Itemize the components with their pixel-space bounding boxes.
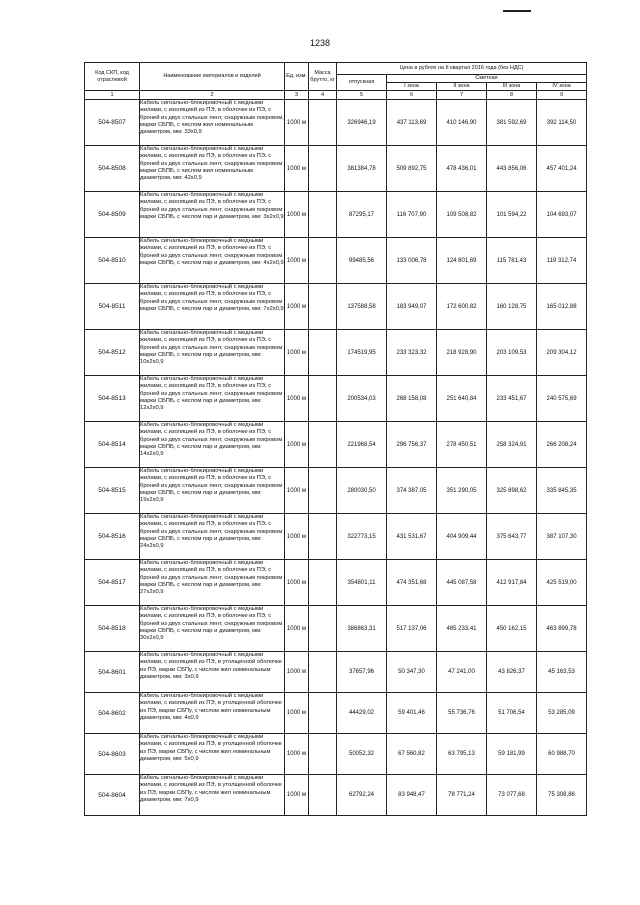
row-release-price: 44429,02	[337, 693, 387, 734]
row-zone1-price: 116 707,90	[387, 192, 437, 238]
row-zone4-price: 266 208,24	[537, 422, 587, 468]
header-mass: Масса брутто, кг	[309, 63, 337, 91]
row-zone1-price: 233 323,32	[387, 330, 437, 376]
row-release-price: 37657,96	[337, 652, 387, 693]
row-zone3-price: 325 898,62	[487, 468, 537, 514]
row-zone1-price: 133 006,78	[387, 238, 437, 284]
row-mass	[309, 146, 337, 192]
row-zone4-price: 60 988,70	[537, 734, 587, 775]
row-unit: 1000 м	[285, 376, 309, 422]
col-number: 1	[85, 91, 140, 100]
row-zone2-price: 47 241,00	[437, 652, 487, 693]
row-zone1-price: 50 347,30	[387, 652, 437, 693]
row-code: 504-8513	[85, 376, 140, 422]
row-unit: 1000 м	[285, 606, 309, 652]
row-zone4-price: 457 401,24	[537, 146, 587, 192]
row-unit: 1000 м	[285, 422, 309, 468]
row-zone4-price: 425 519,00	[537, 560, 587, 606]
col-number: 2	[140, 91, 285, 100]
row-zone2-price: 485 233,41	[437, 606, 487, 652]
row-mass	[309, 238, 337, 284]
row-name: Кабель сигнально-блокировочный с медными жилами, с изоляцией из ПЭ, в оболочке из ПЭ, с броней из двух стальных лент, снаружным покровом марки СБПБ, с числом пар и диаметром, мм: 27х2х0,9	[140, 560, 285, 606]
row-name: Кабель сигнально-блокировочный с медными жилами, с изоляцией из ПЭ, в оболочке из ПЭ, с броней из двух стальных лент, снаружным покровом марки СБПБ, с числом жил номинальным диаметром, мм: 42х0,9	[140, 146, 285, 192]
row-name: Кабель сигнально-блокировочный с медными жилами, с изоляцией из ПЭ, в оболочке из ПЭ, с броней из двух стальных лент, снаружным покровом марки СБПБ, с числом пар и диаметром, мм: 10х2х0,9	[140, 330, 285, 376]
table-row	[85, 422, 587, 468]
row-release-price: 50052,32	[337, 734, 387, 775]
row-zone2-price: 351 290,05	[437, 468, 487, 514]
row-zone1-price: 268 158,08	[387, 376, 437, 422]
row-zone4-price: 209 304,12	[537, 330, 587, 376]
row-zone2-price: 124 801,69	[437, 238, 487, 284]
row-unit: 1000 м	[285, 100, 309, 146]
row-release-price: 280030,50	[337, 468, 387, 514]
header-zone1: I зона	[387, 83, 437, 91]
row-release-price: 62792,24	[337, 775, 387, 816]
row-name: Кабель сигнально-блокировочный с медными жилами, с изоляцией из ПЭ, в оболочке из ПЭ, с броней из двух стальных лент, снаружным покровом марки СБПБ, с числом пар и диаметром, мм: 19х2х0,9	[140, 468, 285, 514]
row-unit: 1000 м	[285, 146, 309, 192]
row-name: Кабель сигнально-блокировочный с медными жилами, с изоляцией из ПЭ, в оболочке из ПЭ, с броней из двух стальных лент, снаружным покровом марки СБПБ, с числом пар и диаметром, мм: 4х2х0,9	[140, 238, 285, 284]
row-code: 504-8508	[85, 146, 140, 192]
row-unit: 1000 м	[285, 514, 309, 560]
row-name: Кабель сигнально-блокировочный с медными жилами, с изоляцией из ПЭ, в оболочке из ПЭ, с броней из двух стальных лент, снаружным покровом, марки СБПБ, с числом жил номинальным диаметром, мм: 33х0,9	[140, 100, 285, 146]
row-name: Кабель сигнально-блокировочный с медными жилами, с изоляцией из ПЭ, в оболочке из ПЭ, с броней из двух стальных лент, снаружным покровом марки СБПБ, с числом пар и диаметром, мм: 30х2х0,9	[140, 606, 285, 652]
row-release-price: 137588,58	[337, 284, 387, 330]
col-number: 5	[337, 91, 387, 100]
row-zone1-price: 374 387,05	[387, 468, 437, 514]
row-zone4-price: 104 693,07	[537, 192, 587, 238]
row-mass	[309, 775, 337, 816]
row-unit: 1000 м	[285, 560, 309, 606]
table-row	[85, 284, 587, 330]
row-zone2-price: 404 909,44	[437, 514, 487, 560]
row-mass	[309, 192, 337, 238]
row-release-price: 326946,19	[337, 100, 387, 146]
col-number: 6	[387, 91, 437, 100]
header-estimate-group: Сметная	[387, 75, 587, 83]
row-release-price: 381384,78	[337, 146, 387, 192]
row-zone3-price: 43 826,37	[487, 652, 537, 693]
row-mass	[309, 514, 337, 560]
table-row	[85, 734, 587, 775]
row-name: Кабель сигнально-блокировочный с медными жилами, с изоляцией из ПЭ, в оболочке из ПЭ, с броней из двух стальных лент, снаружным покровом марки СБПБ, с числом пар и диаметром, мм: 3х2х0,9	[140, 192, 285, 238]
row-name: Кабель сигнально-блокировочный с медными жилами, с изоляцией из ПЭ, в оболочке из ПЭ, с броней из двух стальных лент, снаружным покровом марки СБПБ, с числом пар и диаметром, мм: 7х2х0,9	[140, 284, 285, 330]
row-unit: 1000 м	[285, 238, 309, 284]
table-row	[85, 330, 587, 376]
row-code: 504-8509	[85, 192, 140, 238]
table-row	[85, 468, 587, 514]
row-zone4-price: 45 163,53	[537, 652, 587, 693]
row-mass	[309, 422, 337, 468]
page-number: 1238	[309, 38, 331, 48]
row-zone3-price: 450 162,15	[487, 606, 537, 652]
row-code: 504-8603	[85, 734, 140, 775]
row-zone1-price: 437 113,69	[387, 100, 437, 146]
row-code: 504-8510	[85, 238, 140, 284]
row-name: Кабель сигнально-блокировочный с медными жилами, с изоляцией из ПЭ, в утолщенной оболочке из ПЭ, марки СБПу, с числом жил номинальным диаметром, мм: 5х0,9	[140, 734, 285, 775]
row-unit: 1000 м	[285, 775, 309, 816]
row-zone2-price: 109 508,82	[437, 192, 487, 238]
row-mass	[309, 652, 337, 693]
row-unit: 1000 м	[285, 693, 309, 734]
row-code: 504-8517	[85, 560, 140, 606]
row-zone1-price: 67 560,82	[387, 734, 437, 775]
row-zone3-price: 59 181,99	[487, 734, 537, 775]
row-zone2-price: 410 146,90	[437, 100, 487, 146]
col-number: 7	[437, 91, 487, 100]
row-release-price: 99485,56	[337, 238, 387, 284]
row-zone1-price: 517 137,06	[387, 606, 437, 652]
col-number: 3	[285, 91, 309, 100]
row-zone2-price: 445 087,58	[437, 560, 487, 606]
row-zone3-price: 412 917,84	[487, 560, 537, 606]
scan-mark	[503, 10, 531, 12]
row-mass	[309, 100, 337, 146]
header-price-group: Цена в рублях на II квартал 2016 года (без НДС)	[337, 63, 587, 75]
row-code: 504-8514	[85, 422, 140, 468]
row-mass	[309, 468, 337, 514]
row-name: Кабель сигнально-блокировочный с медными жилами, с изоляцией из ПЭ, в оболочке из ПЭ, с броней из двух стальных лент, снаружным покровом марки СБПБ, с числом пар и диаметром, мм: 24х2х0,9	[140, 514, 285, 560]
table-row	[85, 238, 587, 284]
row-release-price: 354801,11	[337, 560, 387, 606]
row-release-price: 87295,17	[337, 192, 387, 238]
row-zone1-price: 509 892,75	[387, 146, 437, 192]
row-zone3-price: 51 706,54	[487, 693, 537, 734]
row-name: Кабель сигнально-блокировочный с медными жилами, с изоляцией из ПЭ, в оболочке из ПЭ, с броней из двух стальных лент, снаружным покровом марки СБПБ, с числом пар и диаметром, мм: 14х2х0,9	[140, 422, 285, 468]
table-row	[85, 146, 587, 192]
row-zone1-price: 59 401,46	[387, 693, 437, 734]
table-row	[85, 560, 587, 606]
row-unit: 1000 м	[285, 468, 309, 514]
header-code: Код СКП, код отраслевой	[85, 63, 140, 91]
row-mass	[309, 284, 337, 330]
header-zone4: IV зона	[537, 83, 587, 91]
table-row	[85, 376, 587, 422]
row-zone1-price: 474 351,68	[387, 560, 437, 606]
row-name: Кабель сигнально-блокировочный с медными жилами, с изоляцией из ПЭ, в утолщенной оболочке из ПЭ, марки СБПу, с числом жил номинальным диаметром, мм: 4х0,9	[140, 693, 285, 734]
row-zone4-price: 119 312,74	[537, 238, 587, 284]
row-unit: 1000 м	[285, 652, 309, 693]
col-number: 9	[537, 91, 587, 100]
row-mass	[309, 376, 337, 422]
row-zone4-price: 53 285,09	[537, 693, 587, 734]
row-release-price: 221968,54	[337, 422, 387, 468]
row-unit: 1000 м	[285, 734, 309, 775]
header-zone3: III зона	[487, 83, 537, 91]
row-zone4-price: 392 114,50	[537, 100, 587, 146]
row-unit: 1000 м	[285, 330, 309, 376]
row-zone1-price: 296 756,37	[387, 422, 437, 468]
row-zone4-price: 240 575,69	[537, 376, 587, 422]
header-name: Наименование материалов и изделий	[140, 63, 285, 91]
price-table	[84, 62, 587, 816]
row-zone2-price: 218 928,90	[437, 330, 487, 376]
row-zone3-price: 203 109,53	[487, 330, 537, 376]
table-row	[85, 606, 587, 652]
row-zone2-price: 251 640,84	[437, 376, 487, 422]
row-zone2-price: 63 795,13	[437, 734, 487, 775]
table-row	[85, 775, 587, 816]
row-unit: 1000 м	[285, 192, 309, 238]
row-code: 504-8507	[85, 100, 140, 146]
header-zone2: II зона	[437, 83, 487, 91]
row-zone1-price: 431 531,67	[387, 514, 437, 560]
table-body	[85, 100, 587, 816]
row-zone3-price: 443 856,06	[487, 146, 537, 192]
row-mass	[309, 734, 337, 775]
row-zone2-price: 55 736,76	[437, 693, 487, 734]
table-row	[85, 514, 587, 560]
row-zone3-price: 375 643,77	[487, 514, 537, 560]
row-zone3-price: 258 324,91	[487, 422, 537, 468]
row-code: 504-8601	[85, 652, 140, 693]
row-code: 504-8512	[85, 330, 140, 376]
row-code: 504-8602	[85, 693, 140, 734]
row-unit: 1000 м	[285, 284, 309, 330]
row-zone4-price: 463 899,78	[537, 606, 587, 652]
row-release-price: 322773,15	[337, 514, 387, 560]
table-row	[85, 693, 587, 734]
row-name: Кабель сигнально-блокировочный с медными жилами, с изоляцией из ПЭ, в утолщенной оболочке из ПЭ, марки СБПу, с числом жил номинальным диаметром, мм: 7х0,9	[140, 775, 285, 816]
row-zone3-price: 160 128,75	[487, 284, 537, 330]
row-zone3-price: 115 781,43	[487, 238, 537, 284]
row-zone3-price: 73 077,68	[487, 775, 537, 816]
table-row	[85, 100, 587, 146]
row-code: 504-8511	[85, 284, 140, 330]
row-code: 504-8518	[85, 606, 140, 652]
row-name: Кабель сигнально-блокировочный с медными жилами, с изоляцией из ПЭ, в утолщенной оболочке из ПЭ, марки СБПу, с числом жил номинальным диаметром, мм: 3х0,9	[140, 652, 285, 693]
row-zone2-price: 278 450,51	[437, 422, 487, 468]
row-zone4-price: 75 308,86	[537, 775, 587, 816]
row-zone2-price: 78 771,24	[437, 775, 487, 816]
row-release-price: 200534,03	[337, 376, 387, 422]
row-zone3-price: 381 592,69	[487, 100, 537, 146]
row-code: 504-8516	[85, 514, 140, 560]
row-mass	[309, 330, 337, 376]
row-zone4-price: 335 845,35	[537, 468, 587, 514]
row-zone2-price: 172 600,82	[437, 284, 487, 330]
row-mass	[309, 560, 337, 606]
table-row	[85, 192, 587, 238]
row-code: 504-8515	[85, 468, 140, 514]
header-unit: Ед. изм.	[285, 63, 309, 91]
row-code: 504-8604	[85, 775, 140, 816]
row-name: Кабель сигнально-блокировочный с медными жилами, с изоляцией из ПЭ, в оболочке из ПЭ, с броней из двух стальных лент, снаружным покровом марки СБПБ, с числом пар и диаметром, мм: 12х2х0,9	[140, 376, 285, 422]
row-release-price: 174519,95	[337, 330, 387, 376]
table-row	[85, 652, 587, 693]
row-zone4-price: 165 012,88	[537, 284, 587, 330]
col-number: 4	[309, 91, 337, 100]
col-number: 8	[487, 91, 537, 100]
row-zone2-price: 478 436,01	[437, 146, 487, 192]
row-mass	[309, 606, 337, 652]
row-zone3-price: 233 451,67	[487, 376, 537, 422]
row-zone1-price: 183 949,07	[387, 284, 437, 330]
row-zone1-price: 83 948,47	[387, 775, 437, 816]
row-zone3-price: 101 594,22	[487, 192, 537, 238]
row-release-price: 386863,31	[337, 606, 387, 652]
header-release: отпускная	[337, 75, 387, 91]
row-zone4-price: 387 107,30	[537, 514, 587, 560]
row-mass	[309, 693, 337, 734]
